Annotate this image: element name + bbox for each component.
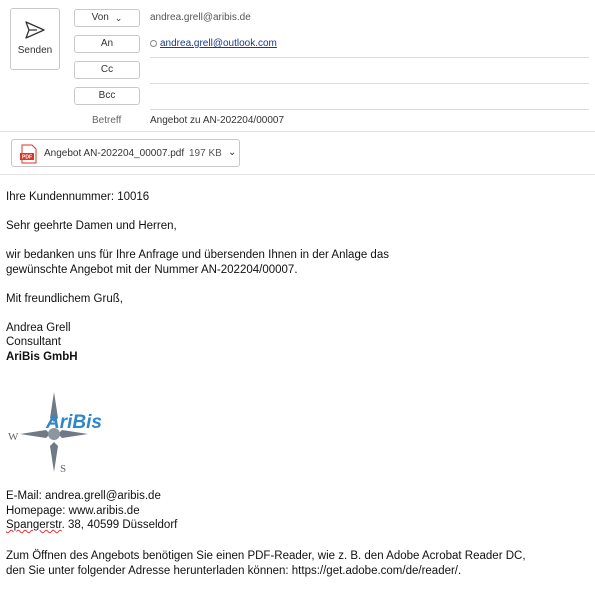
- contact-block: [6, 489, 177, 533]
- subject-label: Betreff: [92, 115, 122, 126]
- bcc-button[interactable]: [74, 87, 140, 105]
- subject-input[interactable]: Angebot zu AN-202204/00007: [150, 115, 284, 126]
- from-value: andrea.grell@aribis.de: [150, 12, 251, 23]
- attachment-name: Angebot AN-202204_00007.pdf: [44, 148, 185, 159]
- customer-number: Ihre Kundennummer: 10016: [6, 191, 150, 203]
- aribis-logo: [6, 388, 131, 478]
- to-recipient[interactable]: andrea.grell@outlook.com: [160, 38, 277, 49]
- footer-line-2: den Sie unter folgender Adresse herunterladen können: https://get.adobe.com/de/reader/.: [6, 564, 462, 577]
- greeting: Sehr geehrte Damen und Herren,: [6, 220, 177, 232]
- to-button[interactable]: [74, 35, 140, 53]
- signature-company: AriBis GmbH: [6, 350, 78, 363]
- pdf-icon-text: PDF: [22, 154, 32, 161]
- message-body[interactable]: [6, 190, 389, 364]
- signature-name: Andrea Grell: [6, 321, 71, 334]
- to-field[interactable]: [150, 38, 277, 49]
- attachment-chip[interactable]: [11, 139, 240, 167]
- cc-button[interactable]: [74, 61, 140, 79]
- contact-homepage: Homepage: www.aribis.de: [6, 504, 140, 517]
- to-field-underline: [150, 57, 589, 58]
- header-divider: [0, 131, 595, 132]
- address-rest: . 38, 40599 Düsseldorf: [61, 519, 178, 531]
- attachment-divider: [0, 174, 595, 175]
- presence-icon: [150, 40, 157, 47]
- chevron-down-icon: ⌄: [114, 13, 123, 23]
- body-line-2: gewünschte Angebot mit der Nummer AN-202204/00007.: [6, 263, 298, 276]
- bcc-field[interactable]: [150, 109, 589, 110]
- closing: Mit freundlichem Gruß,: [6, 292, 123, 305]
- signature-title: Consultant: [6, 336, 61, 348]
- footer-line-1: Zum Öffnen des Angebots benötigen Sie einen PDF-Reader, wie z. B. den Adobe Acrobat Reader DC,: [6, 550, 526, 562]
- to-button-label: An: [100, 38, 114, 49]
- send-label: Senden: [17, 45, 53, 56]
- contact-email: E-Mail: andrea.grell@aribis.de: [6, 490, 161, 502]
- from-button[interactable]: [74, 9, 140, 27]
- compass-w-label: W: [8, 431, 19, 443]
- logo-wordmark: AriBis: [46, 412, 102, 433]
- send-icon: [25, 21, 45, 39]
- compass-south-point: [50, 442, 58, 472]
- address-street-misspelled[interactable]: Spangerstr: [6, 519, 62, 531]
- attachment-size: 197 KB: [189, 148, 222, 159]
- pdf-file-icon: [19, 144, 39, 164]
- cc-button-label: Cc: [100, 64, 114, 75]
- pdf-reader-note: [6, 549, 526, 578]
- compass-s-label: S: [60, 463, 67, 475]
- chevron-down-icon[interactable]: ⌄: [228, 147, 237, 158]
- bcc-button-label: Bcc: [98, 90, 116, 101]
- contact-address: [6, 518, 177, 533]
- send-button[interactable]: [10, 8, 60, 70]
- from-button-label: Von: [91, 12, 109, 23]
- cc-field[interactable]: [150, 83, 589, 84]
- body-line-1: wir bedanken uns für Ihre Anfrage und übersenden Ihnen in der Anlage das: [6, 249, 389, 261]
